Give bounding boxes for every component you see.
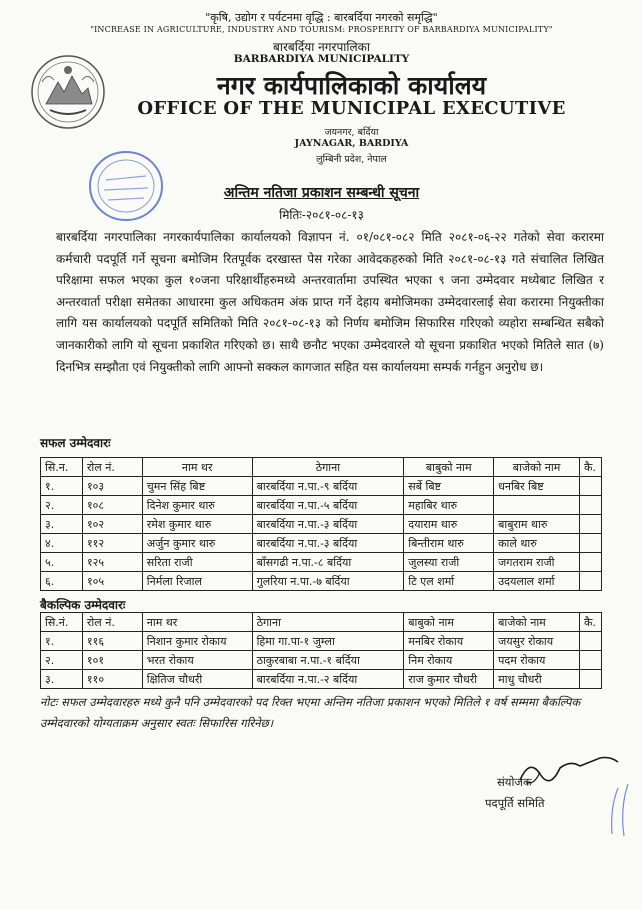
table-cell: रमेश कुमार थारु — [142, 515, 252, 534]
table-cell: ५. — [41, 553, 83, 572]
table-cell: चुमन सिंह बिष्ट — [142, 477, 252, 496]
table-header-row — [41, 613, 602, 632]
header-cell: ठेगाना — [252, 458, 404, 477]
alternate-candidates-label: बैकल्पिक उम्मेदवारः — [40, 598, 126, 612]
table-cell: जुलस्या राजी — [404, 553, 494, 572]
alternate-candidates-table — [40, 612, 602, 689]
table-cell — [494, 496, 580, 515]
signatory-role-coordinator: संयोजक — [497, 775, 532, 789]
table-row — [41, 632, 602, 651]
table-cell: बारबर्दिया न.पा.-२ बर्दिया — [252, 670, 404, 689]
table-cell: टि एल शर्मा — [404, 572, 494, 591]
table-cell: २. — [41, 496, 83, 515]
table-cell: निम रोकाय — [404, 651, 494, 670]
header-cell: नाम थर — [142, 458, 252, 477]
table-cell: जगतराम राजी — [494, 553, 580, 572]
table-cell: ४. — [41, 534, 83, 553]
header-cell: रोल नं. — [82, 458, 142, 477]
table-cell: राज कुमार चौधरी — [404, 670, 494, 689]
header-cell: ठेगाना — [252, 613, 404, 632]
table-cell: ११२ — [82, 534, 142, 553]
municipality-name-english: BARBARDIYA MUNICIPALITY — [233, 53, 410, 65]
table-cell — [579, 632, 601, 651]
table-row — [41, 553, 602, 572]
table-cell: १. — [41, 477, 83, 496]
table-cell: मनबिर रोकाय — [404, 632, 494, 651]
table-row — [41, 496, 602, 515]
table-cell — [579, 572, 601, 591]
table-cell: अर्जुन कुमार थारु — [142, 534, 252, 553]
header-cell: कै. — [579, 613, 601, 632]
table-cell — [579, 670, 601, 689]
table-cell: दिनेश कुमार थारु — [142, 496, 252, 515]
header-cell: बाजेको नाम — [494, 458, 580, 477]
successful-candidates-label: सफल उम्मेदवारः — [40, 436, 111, 450]
table-cell: क्षितिज चौधरी — [142, 670, 252, 689]
header-cell: कै. — [579, 458, 601, 477]
province-nepali: लुम्बिनी प्रदेश, नेपाल — [316, 154, 387, 165]
header-cell: सि.नं. — [41, 613, 83, 632]
table-cell: २. — [41, 651, 83, 670]
signatory-role-committee: पदपूर्ति समिति — [485, 796, 545, 810]
table-cell: १०८ — [82, 496, 142, 515]
header-cell: बाबुको नाम — [404, 458, 494, 477]
table-cell: पदम रोकाय — [494, 651, 580, 670]
table-row — [41, 515, 602, 534]
table-cell: दयाराम थारु — [404, 515, 494, 534]
table-header-row — [41, 458, 602, 477]
table-row — [41, 670, 602, 689]
table-cell: सर्बे बिष्ट — [404, 477, 494, 496]
table-cell: बिन्तीराम थारु — [404, 534, 494, 553]
table-row — [41, 477, 602, 496]
header-cell: सि.न. — [41, 458, 83, 477]
table-cell: १०१ — [82, 651, 142, 670]
slogan-english: "INCREASE IN AGRICULTURE, INDUSTRY AND TOURISM: PROSPERITY OF BARBARDIYA MUNICIPALITY" — [90, 25, 553, 34]
table-cell: १०५ — [82, 572, 142, 591]
office-name-english: OFFICE OF THE MUNICIPAL EXECUTIVE — [137, 98, 566, 119]
table-cell: जयसुर रोकाय — [494, 632, 580, 651]
table-cell: ११० — [82, 670, 142, 689]
municipality-name-nepali: बारबर्दिया नगरपालिका — [273, 40, 370, 54]
table-cell: बारबर्दिया न.पा.-५ बर्दिया — [252, 496, 404, 515]
table-cell: १०३ — [82, 477, 142, 496]
notice-body: बारबर्दिया नगरपालिका नगरकार्यपालिका कार्यालयको विज्ञापन नं. ०१/०८१-०८२ मिति २०८१-०६-२२ गतेको सेवा करारमा कर्मचारी पदपूर्ति गर्ने सूचना बमोजिम रितपूर्वक दरखास्त पेस गरेका आवेदकहरुको मिति २०८१-०८-१३ गते संचालित लिखित परिक्षामा सफल भएका कुल १०जना परिक्षार्थीहरुमध्ये अन्तरवार्तामा उपस्थित भएका ९ जना उम्मेदवार मध्येबाट लिखित र अन्तरवार्ता परीक्षा समेतका आधारमा कुल अधिकतम अंक प्राप्त गर्ने देहाय बमोजिमका उम्मेदवारलाई सेवा करारमा नियुक्तीका लागि यस कार्यालयको पदपूर्ति समितिको मिति २०८१-०८-१३ को निर्णय बमोजिम सिफारिस गरिएको व्यहोरा सम्बन्धित सबैको जानकारीको लागि यो सूचना प्रकाशित गरिएको छ। साथै छनौट भएका उम्मेदवारले यो सूचना प्रकाशित भएको मितिले सात (७) दिनभित्र सम्झौता एवं नियुक्तीको लागि आफ्नो सक्कल कागजात सहित यस कार्यालयमा सम्पर्क गर्नहुन अनुरोध छ। — [56, 230, 604, 374]
table-cell: गुलरिया न.पा.-७ बर्दिया — [252, 572, 404, 591]
header-cell: रोल नं. — [82, 613, 142, 632]
table-cell: माधु चौधरी — [494, 670, 580, 689]
header-cell: बाजेको नाम — [494, 613, 580, 632]
table-cell: बारबर्दिया न.पा.-९ बर्दिया — [252, 477, 404, 496]
table-cell: १२५ — [82, 553, 142, 572]
table-cell — [579, 534, 601, 553]
notice-date: मितिः-२०८१-०८-१३ — [279, 208, 364, 222]
table-row — [41, 534, 602, 553]
table-cell — [579, 515, 601, 534]
table-cell: ६. — [41, 572, 83, 591]
table-cell: भरत रोकाय — [142, 651, 252, 670]
address-english: JAYNAGAR, BARDIYA — [294, 138, 409, 149]
successful-candidates-table — [40, 457, 602, 591]
table-cell: ३. — [41, 515, 83, 534]
header-cell: नाम थर — [142, 613, 252, 632]
slogan-nepali: "कृषि, उद्योग र पर्यटनमा वृद्धि : बारबर्दिया नगरको समृद्धि" — [205, 11, 438, 24]
table-cell: बाँसगढी न.पा.-८ बर्दिया — [252, 553, 404, 572]
header-cell: बाबुको नाम — [404, 613, 494, 632]
table-cell: धनबिर बिष्ट — [494, 477, 580, 496]
table-cell — [579, 651, 601, 670]
office-name-nepali: नगर कार्यपालिकाको कार्यालय — [216, 71, 487, 100]
table-cell: सरिता राजी — [142, 553, 252, 572]
table-cell: बाबुराम थारु — [494, 515, 580, 534]
table-row — [41, 651, 602, 670]
table-cell: १०२ — [82, 515, 142, 534]
note-text: नोटः सफल उम्मेदवारहरु मध्ये कुनै पनि उम्मेदवारको पद रिक्त भएमा अन्तिम नतिजा प्रकाशन भएको मितिले १ वर्ष सम्ममा बैकल्पिक उम्मेदवारको योग्यताक्रम अनुसार स्वतः सिफारिस गरिनेछ। — [40, 695, 581, 730]
table-cell: ३. — [41, 670, 83, 689]
table-cell: ठाकुरबाबा न.पा.-१ बर्दिया — [252, 651, 404, 670]
table-row — [41, 572, 602, 591]
table-cell — [579, 553, 601, 572]
table-cell: बारबर्दिया न.पा.-३ बर्दिया — [252, 515, 404, 534]
table-cell: निशान कुमार रोकाय — [142, 632, 252, 651]
table-cell: महाबिर थारु — [404, 496, 494, 515]
table-cell: काले थारु — [494, 534, 580, 553]
table-cell: १. — [41, 632, 83, 651]
table-cell: बारबर्दिया न.पा.-३ बर्दिया — [252, 534, 404, 553]
table-cell — [579, 496, 601, 515]
table-cell — [579, 477, 601, 496]
table-cell: हिमा गा.पा-१ जुम्ला — [252, 632, 404, 651]
table-cell: उदयलाल शर्मा — [494, 572, 580, 591]
table-cell: निर्मला रिजाल — [142, 572, 252, 591]
address-nepali: जयनगर, बर्दिया — [324, 127, 379, 138]
notice-title: अन्तिम नतिजा प्रकाशन सम्बन्धी सूचना — [223, 185, 420, 201]
table-cell: ११६ — [82, 632, 142, 651]
